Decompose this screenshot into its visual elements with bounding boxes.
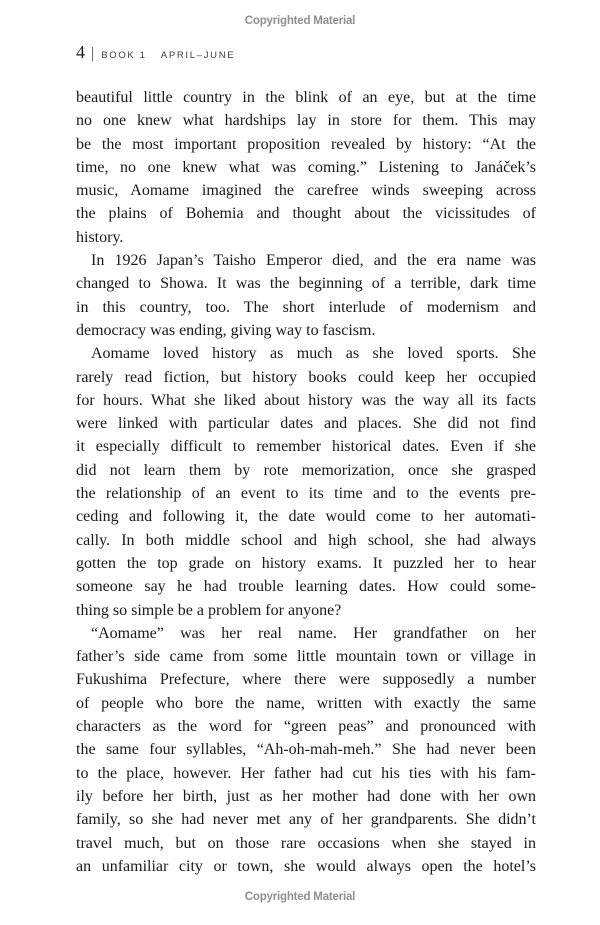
paragraph [76, 86, 536, 249]
text-line: Fukushima Prefecture, where there were supposedly a number [76, 671, 536, 689]
body-text [76, 86, 536, 878]
copyright-notice-bottom: Copyrighted Material [244, 891, 356, 903]
text-line: Aomame loved history as much as she loved sports. She [91, 345, 536, 363]
text-line: for hours. What she liked about history was the way all its facts [76, 391, 536, 409]
text-line: ceding and following it, the date would come to her automati- [76, 508, 536, 526]
text-line: family, so she had never met any of her grandparents. She didn’t [76, 811, 536, 829]
paragraph [76, 249, 536, 342]
section-title: APRIL–JUNE [160, 50, 236, 61]
page-number: 4 [76, 42, 85, 62]
text-line: the plains of Bohemia and thought about the vicissitudes of [76, 205, 536, 223]
text-line: thing so simple be a problem for anyone? [76, 601, 342, 619]
text-line: music, Aomame imagined the carefree winds sweeping across [76, 182, 536, 200]
text-line: ily before her birth, just as her mother had done with her own [76, 787, 536, 805]
text-line: did not learn them by rote memorization, once she grasped [76, 461, 536, 479]
paragraph [76, 622, 536, 878]
copyright-notice-top: Copyrighted Material [244, 15, 356, 27]
text-line: in this country, too. The short interlude of modernism and [76, 298, 536, 316]
text-line: to the place, however. Her father had cut his ties with his fam- [76, 764, 536, 782]
text-line: democracy was ending, giving way to fascism. [76, 321, 376, 339]
text-line: no one knew what hardships lay in store for them. This may [76, 112, 536, 130]
text-line: characters as the word for “green peas” and pronounced with [76, 718, 536, 736]
text-line: changed to Showa. It was the beginning of a terrible, dark time [76, 275, 536, 293]
text-line: rarely read fiction, but history books could keep her occupied [76, 368, 536, 386]
text-line: beautiful little country in the blink of an eye, but at the time [76, 89, 536, 106]
paragraph [76, 342, 536, 622]
text-line: history. [76, 228, 124, 246]
text-line: of people who bore the name, written with exactly the same [76, 694, 536, 712]
text-line: gotten the top grade on history exams. It puzzled her to hear [76, 554, 536, 572]
text-line: the same four syllables, “Ah-oh-mah-meh.” She had never been [76, 741, 536, 759]
text-line: were linked with particular dates and places. She did not find [76, 415, 536, 433]
book-title: BOOK 1 [101, 50, 147, 61]
text-line: father’s side came from some little mountain town or village in [76, 648, 536, 666]
text-line: In 1926 Japan’s Taisho Emperor died, and the era name was [91, 252, 536, 270]
text-line: the relationship of an event to its time and to the events pre- [76, 485, 536, 503]
text-line: be the most important proposition revealed by history: “At the [76, 135, 536, 153]
text-line: travel much, but on those rare occasions when she stayed in [76, 834, 536, 852]
text-line: cally. In both middle school and high school, she had always [76, 531, 536, 549]
text-line: it especially difficult to remember historical dates. Even if she [76, 438, 536, 456]
text-line: someone say he had trouble learning dates. How could some- [76, 578, 536, 596]
text-line: “Aomame” was her real name. Her grandfather on her [91, 624, 536, 642]
text-line: an unfamiliar city or town, she would always open the hotel’s [76, 857, 536, 875]
running-header [76, 43, 235, 63]
text-line: time, no one knew what was coming.” Listening to Janáček’s [76, 158, 536, 176]
header-separator: | [91, 45, 95, 62]
